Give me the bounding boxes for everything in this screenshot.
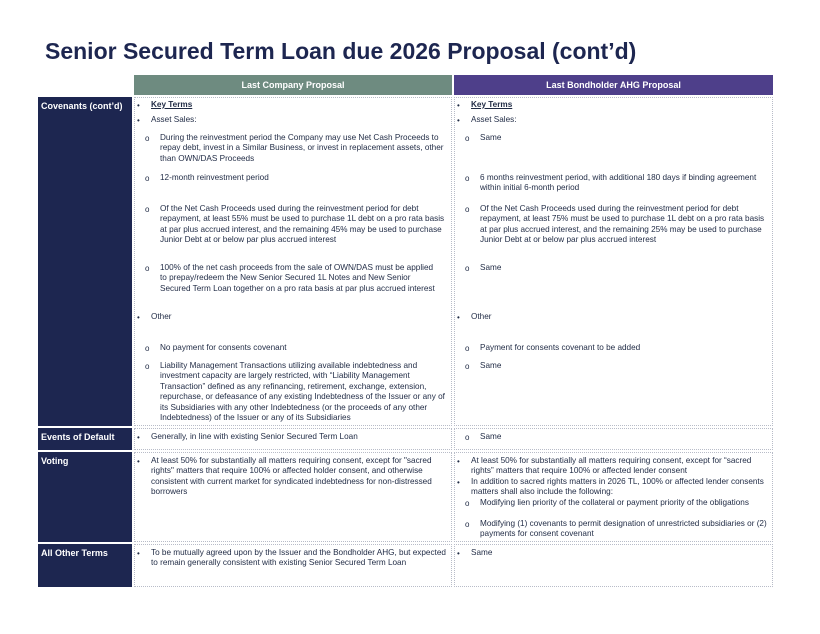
bullet-icon: • bbox=[457, 457, 460, 466]
ahg-other-1: Payment for consents covenant to be added bbox=[480, 343, 641, 352]
ahg-asset-sales-3: Of the Net Cash Proceeds used during the reinvestment period for debt repayment, at least 75% must be used to purchase 1L debt on a pro rata basis at par plus accrued interest, and the remaining 25% may be used to purchase Junior Debt at or below par plus accrued interest bbox=[480, 204, 765, 245]
bullet-icon: • bbox=[457, 549, 460, 558]
sub-bullet-icon: o bbox=[145, 362, 150, 371]
sub-bullet-icon: o bbox=[465, 264, 470, 273]
header-company-proposal: Last Company Proposal bbox=[134, 75, 452, 95]
cell-ahg-covenants bbox=[454, 97, 773, 426]
sub-bullet-icon: o bbox=[465, 205, 470, 214]
bullet-icon: • bbox=[137, 116, 140, 125]
company-events-of-default: Generally, in line with existing Senior Secured Term Loan bbox=[151, 432, 358, 441]
ahg-voting-2a: Modifying lien priority of the collateral or payment priority of the obligations bbox=[480, 498, 749, 507]
ahg-events-of-default: Same bbox=[480, 432, 502, 441]
company-asset-sales-3: Of the Net Cash Proceeds used during the reinvestment period for debt repayment, at least 55% must be used to purchase 1L debt on a pro rata basis at par plus accrued interest, and the remaining 45% may be used to purchase Junior Debt at or below par plus accrued interest bbox=[160, 204, 445, 245]
ahg-voting-2b: Modifying (1) covenants to permit designation of unrestricted subsidiaries or (2) payments for consent covenant bbox=[480, 519, 767, 539]
sub-bullet-icon: o bbox=[465, 174, 470, 183]
header-ahg-proposal: Last Bondholder AHG Proposal bbox=[454, 75, 773, 95]
company-all-other-terms: To be mutually agreed upon by the Issuer and the Bondholder AHG, but expected to remain generally consistent with existing Senior Secured Term Loan bbox=[151, 548, 446, 568]
sub-bullet-icon: o bbox=[145, 174, 150, 183]
company-other-2: Liability Management Transactions utilizing available indebtedness and investment capacity are largely restricted, with “Liability Management Transaction” defined as any refinancing, retirement, exchange, extension, repurchase, or defeasance of any existing Indebtedness of the Issuer or any of its Subsidiaries with any other Indebtedness (or the proceeds of any other Indebtedness) of the Issuer or any of its Subsidiaries bbox=[160, 361, 445, 423]
sub-bullet-icon: o bbox=[465, 344, 470, 353]
sub-bullet-icon: o bbox=[145, 344, 150, 353]
company-other: Other bbox=[151, 312, 172, 321]
ahg-key-terms: Key Terms bbox=[471, 100, 513, 109]
ahg-asset-sales: Asset Sales: bbox=[471, 115, 517, 124]
ahg-asset-sales-4: Same bbox=[480, 263, 502, 272]
ahg-all-other-terms: Same bbox=[471, 548, 493, 557]
company-voting: At least 50% for substantially all matters requiring consent, except for "sacred rights" matters that require 100% or affected holder consent, and otherwise consistent with current market for syndicated indebtedness for non-distressed borrowers bbox=[151, 456, 432, 497]
page-title: Senior Secured Term Loan due 2026 Proposal (cont’d) bbox=[45, 38, 637, 64]
sub-bullet-icon: o bbox=[465, 362, 470, 371]
sub-bullet-icon: o bbox=[145, 264, 150, 273]
ahg-asset-sales-1: Same bbox=[480, 133, 502, 142]
company-asset-sales-1: During the reinvestment period the Company may use Net Cash Proceeds to repay debt, invest in a Similar Business, or invest in replacement assets, other than OWN/DAS Proceeds bbox=[160, 133, 444, 163]
row-label-voting: Voting bbox=[38, 452, 132, 542]
sub-bullet-icon: o bbox=[145, 205, 150, 214]
company-asset-sales-2: 12-month reinvestment period bbox=[160, 173, 269, 182]
ahg-other: Other bbox=[471, 312, 492, 321]
sub-bullet-icon: o bbox=[465, 433, 470, 442]
company-asset-sales-4: 100% of the net cash proceeds from the sale of OWN/DAS must be applied to prepay/redeem the New Senior Secured 1L Notes and New Senior Secured Term Loan together on a pro rata basis at par plus accrued interest bbox=[160, 263, 435, 293]
ahg-voting-2: In addition to sacred rights matters in 2026 TL, 100% or affected lender consents matters shall also include the following: bbox=[471, 477, 764, 497]
row-label-covenants: Covenants (cont’d) bbox=[38, 97, 132, 426]
bullet-icon: • bbox=[137, 457, 140, 466]
company-asset-sales: Asset Sales: bbox=[151, 115, 197, 124]
company-other-1: No payment for consents covenant bbox=[160, 343, 287, 352]
bullet-icon: • bbox=[137, 101, 140, 110]
bullet-icon: • bbox=[137, 433, 140, 442]
ahg-other-2: Same bbox=[480, 361, 502, 370]
company-key-terms: Key Terms bbox=[151, 100, 193, 109]
row-label-all-other-terms: All Other Terms bbox=[38, 544, 132, 587]
bullet-icon: • bbox=[457, 313, 460, 322]
bullet-icon: • bbox=[137, 313, 140, 322]
sub-bullet-icon: o bbox=[465, 134, 470, 143]
sub-bullet-icon: o bbox=[465, 499, 470, 508]
bullet-icon: • bbox=[137, 549, 140, 558]
ahg-asset-sales-2: 6 months reinvestment period, with additional 180 days if binding agreement within initial 6-month period bbox=[480, 173, 757, 193]
bullet-icon: • bbox=[457, 478, 460, 487]
ahg-voting-1: At least 50% for substantially all matters requiring consent, except for “sacred rights” matters that require 100% or affected lender consent bbox=[471, 456, 752, 476]
bullet-icon: • bbox=[457, 101, 460, 110]
sub-bullet-icon: o bbox=[465, 520, 470, 529]
row-label-events-of-default: Events of Default bbox=[38, 428, 132, 450]
bullet-icon: • bbox=[457, 116, 460, 125]
sub-bullet-icon: o bbox=[145, 134, 150, 143]
